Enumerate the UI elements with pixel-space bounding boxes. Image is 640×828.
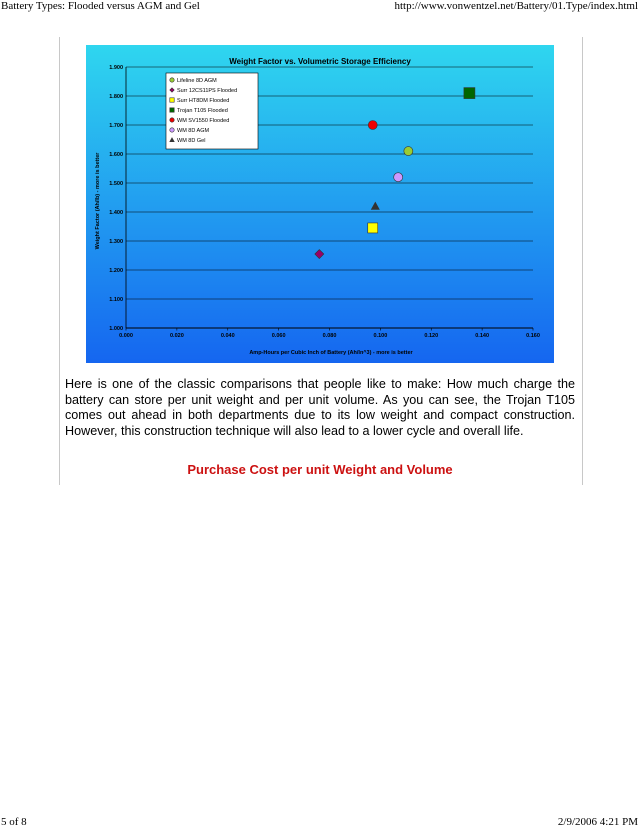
legend-marker [170,118,174,122]
y-tick-label: 1.800 [109,94,123,100]
data-point [404,147,413,156]
legend-entry: Lifeline 8D AGM [177,78,217,84]
print-datetime: 2/9/2006 4:21 PM [557,816,638,828]
x-tick-label: 0.060 [271,333,286,339]
data-point [394,173,403,182]
y-axis-label: Weight Factor (Ah/lb) - more is better [95,152,101,250]
legend-marker [170,78,174,82]
y-tick-label: 1.600 [109,152,123,158]
x-tick-label: 0.160 [526,333,540,339]
page-header-title: Battery Types: Flooded versus AGM and Gel [1,0,200,12]
y-tick-label: 1.200 [109,268,123,274]
x-tick-label: 0.080 [322,333,337,339]
section-subheading: Purchase Cost per unit Weight and Volume [187,462,453,477]
chart-title: Weight Factor vs. Volumetric Storage Efficiency [229,57,411,66]
y-tick-label: 1.500 [109,181,123,187]
x-tick-label: 0.100 [373,333,388,339]
legend-marker [170,108,174,112]
body-paragraph: Here is one of the classic comparisons that people like to make: How much charge the battery can store per unit weight and per unit volume. As you can see, the Trojan T105 comes out ahead in both departments due to its low weight and compact construction. However, this construction technique will also lead to a lower cycle and overall life. [65,377,575,438]
x-axis-label: Amp-Hours per Cubic Inch of Battery (Ah/In^3) - more is better [249,350,413,356]
legend-entry: WM 8D Gel [177,138,206,144]
x-tick-label: 0.140 [475,333,490,339]
legend-entry: WM 8D AGM [177,128,210,134]
page-number: 5 of 8 [1,816,27,828]
x-tick-label: 0.020 [169,333,184,339]
y-tick-label: 1.100 [109,297,123,303]
x-tick-label: 0.040 [220,333,235,339]
legend-entry: Surr HT8DM Flooded [177,98,230,104]
chart-legend [166,73,258,149]
x-tick-label: 0.120 [424,333,439,339]
legend-entry: WM SV1550 Flooded [177,118,230,124]
data-point [368,121,377,130]
y-tick-label: 1.300 [109,239,123,245]
y-tick-label: 1.000 [109,326,123,332]
chart-background [86,45,554,363]
page-header-url: http://www.vonwentzel.net/Battery/01.Type/index.html [394,0,638,12]
scatter-chart [86,45,554,363]
legend-entry: Trojan T105 Flooded [177,108,228,114]
y-tick-label: 1.400 [109,210,123,216]
legend-marker [170,98,174,102]
data-point [368,223,378,233]
y-tick-label: 1.700 [109,123,123,129]
legend-marker [170,128,174,132]
y-tick-label: 1.900 [109,65,123,71]
data-point [464,88,475,99]
legend-entry: Surr 12CS11PS Flooded [177,88,238,94]
x-tick-label: 0.000 [119,333,133,339]
